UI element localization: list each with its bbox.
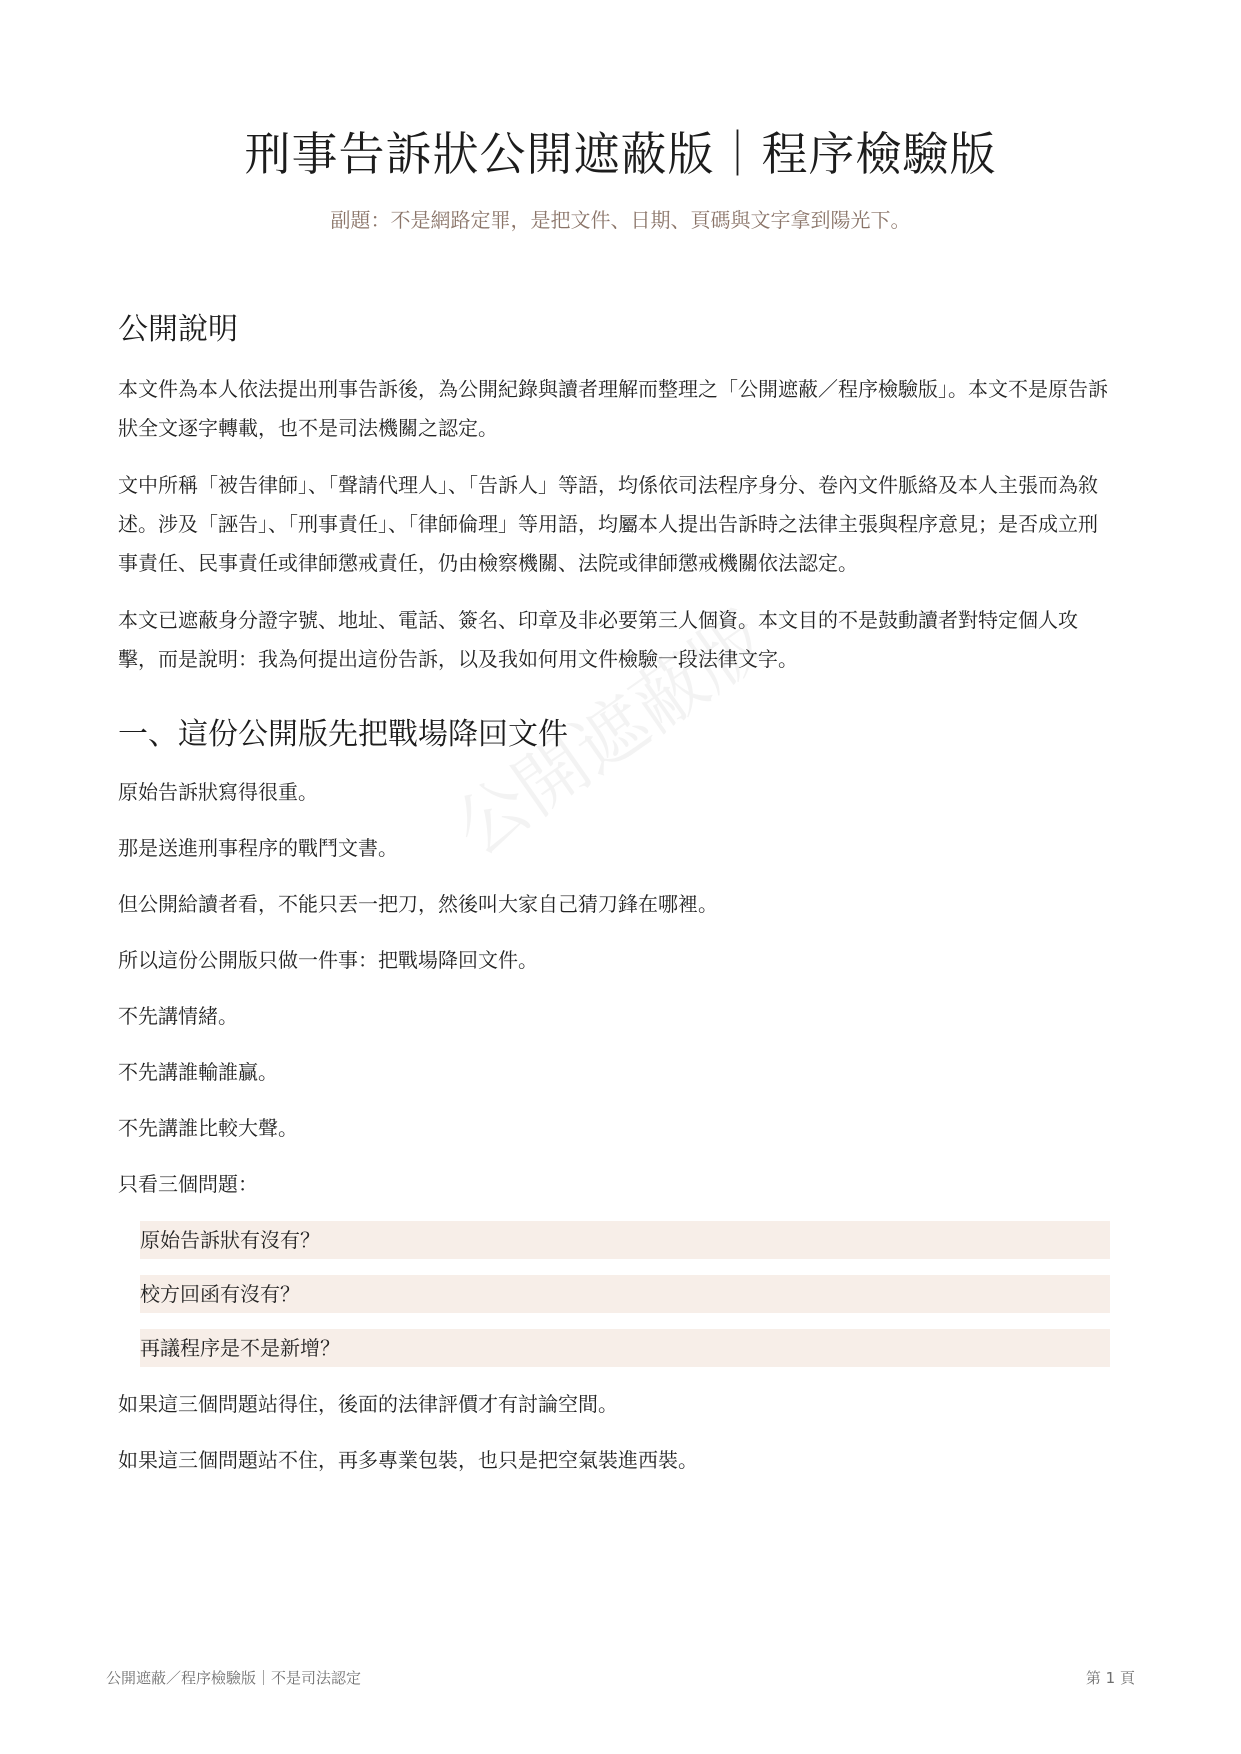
document-body (118, 306, 1110, 1497)
paragraph: 如果這三個問題站得住，後面的法律評價才有討論空間。 (118, 1392, 618, 1416)
section-one (118, 711, 1110, 1480)
section-heading: 一、這份公開版先把戰場降回文件 (118, 717, 568, 752)
question-text: 再議程序是不是新增？ (140, 1336, 340, 1360)
paragraph: 本文已遮蔽身分證字號、地址、電話、簽名、印章及非必要第三人個資。本文目的不是鼓動讀者對特定個人攻擊，而是說明：我為何提出這份告訴，以及我如何用文件檢驗一段法律文字。 (118, 608, 1078, 671)
question-item (140, 1329, 1110, 1367)
paragraph: 所以這份公開版只做一件事：把戰場降回文件。 (118, 948, 538, 972)
paragraph: 不先講誰輸誰贏。 (118, 1060, 278, 1084)
paragraph: 不先講情緒。 (118, 1004, 238, 1028)
section-public-notice (118, 306, 1110, 679)
question-item (140, 1275, 1110, 1313)
paragraph: 那是送進刑事程序的戰鬥文書。 (118, 836, 398, 860)
document-title: 刑事告訴狀公開遮蔽版｜程序檢驗版 (244, 127, 997, 181)
page-number: 第 1 頁 (1085, 1669, 1135, 1687)
section-heading: 公開說明 (118, 312, 238, 347)
paragraph: 不先講誰比較大聲。 (118, 1116, 298, 1140)
question-text: 校方回函有沒有？ (140, 1282, 300, 1306)
paragraph: 文中所稱「被告律師」、「聲請代理人」、「告訴人」等語，均係依司法程序身分、卷內文件脈絡及本人主張而為敘述。涉及「誣告」、「刑事責任」、「律師倫理」等用語，均屬本人提出告訴時之法律主張與程序意見；是否成立刑事責任、民事責任或律師懲戒責任，仍由檢察機關、法院或律師懲戒機關依法認定。 (118, 473, 1098, 575)
question-list (140, 1221, 1110, 1367)
document-subtitle: 副題：不是網路定罪，是把文件、日期、頁碼與文字拿到陽光下。 (330, 208, 911, 232)
footer-note: 公開遮蔽／程序檢驗版｜不是司法認定 (106, 1669, 362, 1687)
paragraph: 本文件為本人依法提出刑事告訴後，為公開紀錄與讀者理解而整理之「公開遮蔽／程序檢驗版」。本文不是原告訴狀全文逐字轉載，也不是司法機關之認定。 (118, 377, 1108, 440)
question-text: 原始告訴狀有沒有？ (140, 1228, 320, 1252)
paragraph: 原始告訴狀寫得很重。 (118, 780, 318, 804)
question-item (140, 1221, 1110, 1259)
paragraph: 如果這三個問題站不住，再多專業包裝，也只是把空氣裝進西裝。 (118, 1448, 698, 1472)
paragraph: 只看三個問題： (118, 1172, 258, 1196)
paragraph: 但公開給讀者看，不能只丟一把刀，然後叫大家自己猜刀鋒在哪裡。 (118, 892, 718, 916)
